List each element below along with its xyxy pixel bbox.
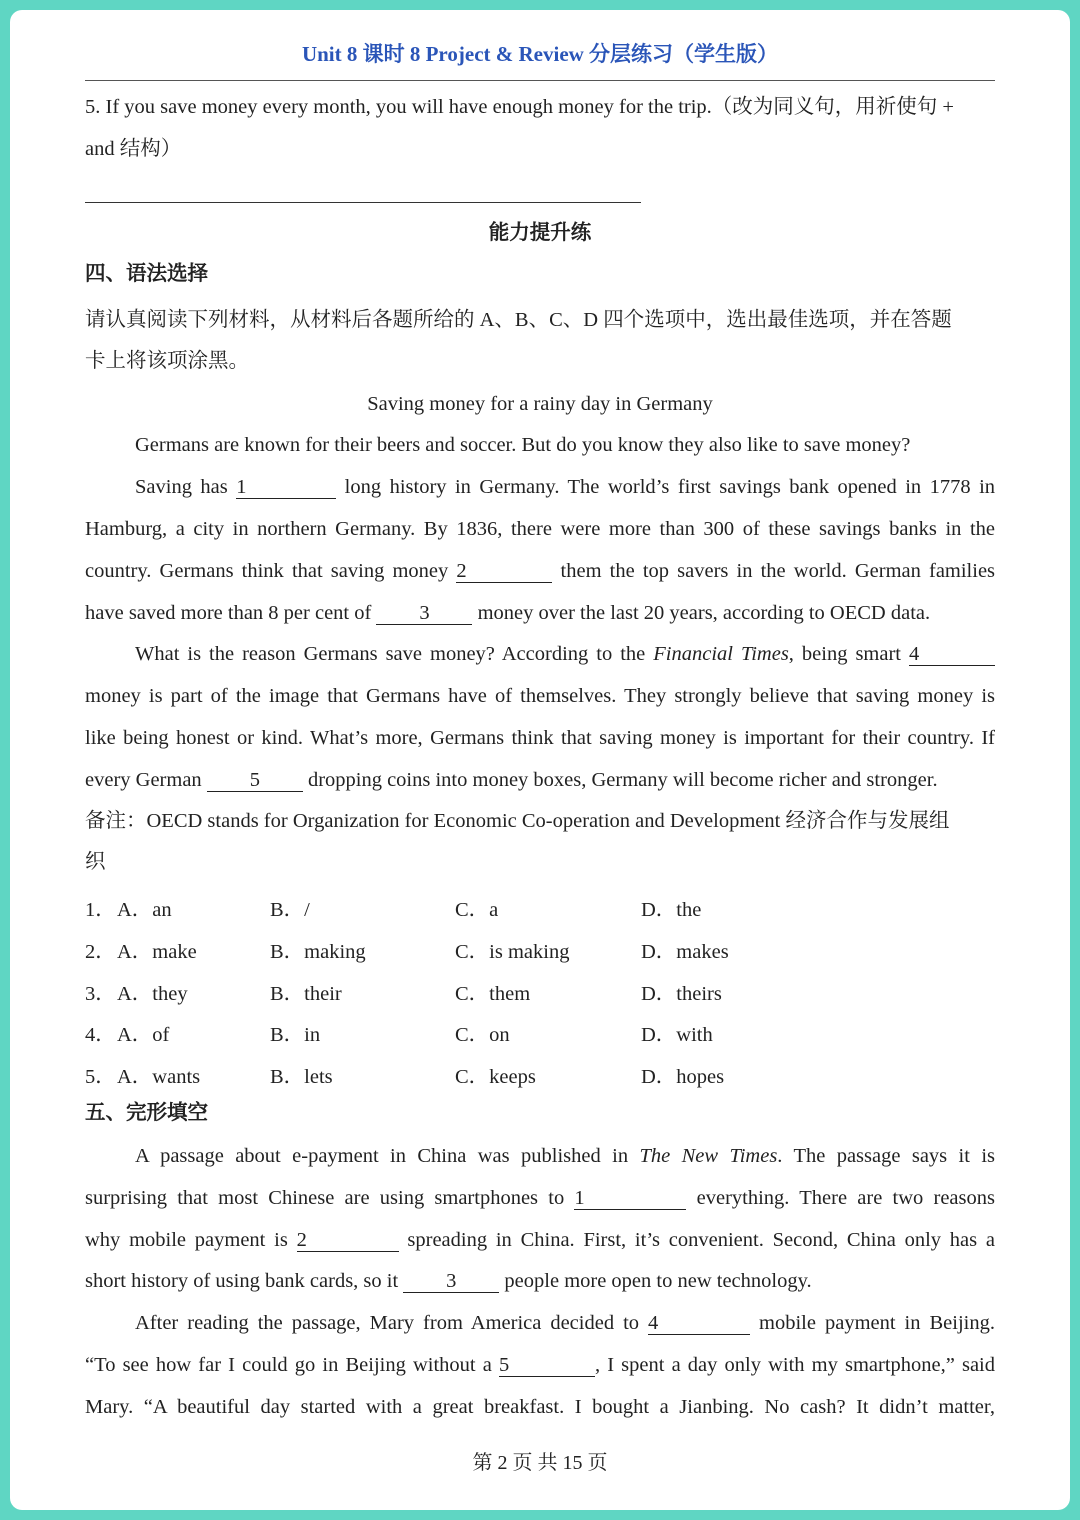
cloze-blank-5[interactable]: 5 (499, 1354, 595, 1377)
option-c[interactable]: C．is making (455, 941, 570, 963)
page-header: Unit 8 课时 8 Project & Review 分层练习（学生版） (301, 42, 779, 66)
sec4-instruction-2: 卡上将该项涂黑。 (85, 350, 249, 372)
option-a[interactable]: A．an (117, 899, 172, 921)
blank-5[interactable]: 5 (207, 769, 303, 792)
cloze-line-2: surprising that most Chinese are using smartphones to 1 everything. There are two reasons (85, 1187, 995, 1209)
option-number: 2． (85, 941, 116, 963)
sec4-heading: 四、语法选择 (85, 263, 208, 285)
section-title: 能力提升练 (488, 222, 592, 244)
cloze-line-6: “To see how far I could go in Beijing without a 5 , I spent a day only with my smartphone,” said (85, 1354, 995, 1376)
para-3-line-1: What is the reason Germans save money? According to the Financial Times, being smart 4 (85, 641, 995, 667)
page-footer: 第 2 页 共 15 页 (472, 1452, 608, 1474)
note-line-1: 备注：OECD stands for Organization for Economic Co-operation and Development 经济合作与发展组 (85, 810, 950, 832)
cloze-line-5: After reading the passage, Mary from America decided to 4 mobile payment in Beijing. (135, 1312, 995, 1334)
answer-line (85, 202, 641, 203)
option-b[interactable]: B．in (270, 1024, 321, 1046)
q5-line2: and 结构） (85, 138, 182, 160)
blank-4[interactable]: 4 (909, 643, 995, 666)
cloze-blank-3[interactable]: 3 (403, 1270, 499, 1293)
option-number: 4． (85, 1024, 116, 1046)
option-a[interactable]: A．wants (117, 1066, 201, 1088)
option-d[interactable]: D．with (641, 1024, 713, 1046)
cloze-line-4: short history of using bank cards, so it 3 people more open to new technology. (85, 1270, 812, 1292)
note-line-2: 织 (85, 851, 106, 873)
option-b[interactable]: B．/ (270, 899, 310, 921)
option-a[interactable]: A．of (117, 1024, 170, 1046)
header-rule (85, 80, 995, 81)
para-2-line-4: have saved more than 8 per cent of 3 money over the last 20 years, according to OECD data. (85, 602, 931, 624)
sec5-heading: 五、完形填空 (85, 1102, 208, 1124)
cloze-line-7: Mary. “A beautiful day started with a great breakfast. I bought a Jianbing. No cash? It didn’t matter, (85, 1396, 995, 1418)
passage-title: Saving money for a rainy day in Germany (367, 393, 713, 415)
option-c[interactable]: C．them (455, 983, 531, 1005)
para-2-line-3: country. Germans think that saving money 2 them the top savers in the world. German families (85, 560, 996, 582)
option-b[interactable]: B．making (270, 941, 366, 963)
para-1: Germans are known for their beers and soccer. But do you know they also like to save money? (135, 434, 911, 456)
para-2-line-1: Saving has 1 long history in Germany. The world’s first savings bank opened in 1778 in (135, 476, 996, 498)
blank-2[interactable]: 2 (456, 560, 552, 583)
cloze-line-3: why mobile payment is 2 spreading in China. First, it’s convenient. Second, China only has a (85, 1229, 996, 1251)
option-d[interactable]: D．theirs (641, 983, 722, 1005)
sec4-instruction-1: 请认真阅读下列材料，从材料后各题所给的 A、B、C、D 四个选项中，选出最佳选项，并在答题 (85, 309, 952, 331)
para-3-line-4: every German 5 dropping coins into money boxes, Germany will become richer and stronger. (85, 769, 938, 791)
option-number: 1． (85, 899, 116, 921)
para-3-line-2: money is part of the image that Germans have of themselves. They strongly believe that saving money is (85, 685, 995, 707)
option-d[interactable]: D．hopes (641, 1066, 725, 1088)
option-a[interactable]: A．make (117, 941, 197, 963)
document-page (10, 10, 1070, 1510)
q5-line1: 5. If you save money every month, you will have enough money for the trip.（改为同义句，用祈使句 + (85, 96, 954, 118)
option-a[interactable]: A．they (117, 983, 188, 1005)
option-c[interactable]: C．on (455, 1024, 510, 1046)
option-d[interactable]: D．the (641, 899, 702, 921)
cloze-blank-1[interactable]: 1 (574, 1187, 686, 1210)
option-c[interactable]: C．keeps (455, 1066, 536, 1088)
blank-3[interactable]: 3 (376, 602, 472, 625)
option-b[interactable]: B．lets (270, 1066, 333, 1088)
option-number: 5． (85, 1066, 116, 1088)
option-c[interactable]: C．a (455, 899, 499, 921)
option-d[interactable]: D．makes (641, 941, 729, 963)
para-3-line-3: like being honest or kind. What’s more, Germans think that saving money is important for their country. If (85, 727, 995, 749)
blank-1[interactable]: 1 (236, 476, 336, 499)
option-b[interactable]: B．their (270, 983, 342, 1005)
cloze-blank-2[interactable]: 2 (297, 1229, 399, 1252)
option-number: 3． (85, 983, 116, 1005)
para-2-line-2: Hamburg, a city in northern Germany. By 1836, there were more than 300 of these savings banks in the (85, 518, 995, 540)
cloze-blank-4[interactable]: 4 (648, 1312, 750, 1335)
cloze-line-1: A passage about e-payment in China was published in The New Times. The passage says it is (135, 1145, 995, 1167)
